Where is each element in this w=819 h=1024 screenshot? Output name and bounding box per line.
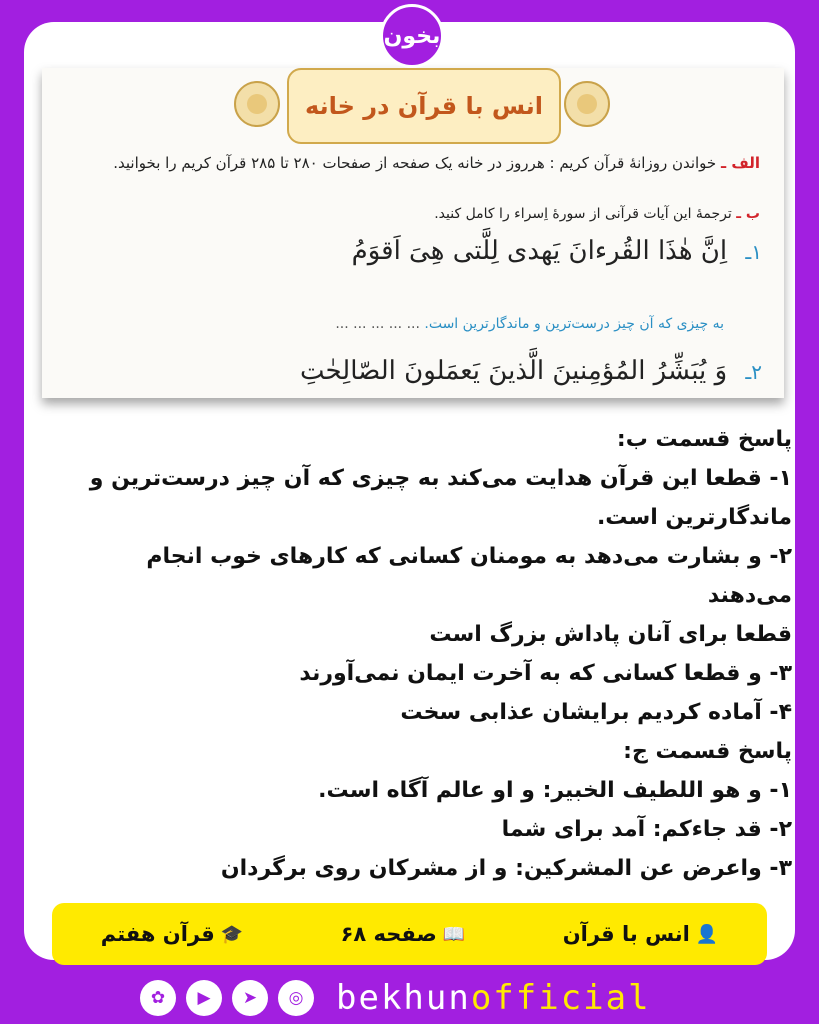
instruction-alef [113, 154, 760, 172]
footer-bar [52, 903, 767, 965]
verse-1-text: اِنَّ هٰذَا القُرءانَ یَهدی لِلَّتی هِیَ اَقوَمُ [351, 236, 728, 266]
verse-2-number: ۲ـ [745, 360, 762, 384]
alef-label: الف ـ [721, 154, 760, 172]
answer-line: ۳- و قطعا کسانی که به آخرت ایمان نمی‌آورند [299, 661, 792, 686]
handle-part-a: bekhun [336, 978, 471, 1018]
alef-text: خواندن روزانهٔ قرآن کریم : هرروز در خانه یک صفحه از صفحات ۲۸۰ تا ۲۸۵ قرآن کریم را بخوانید. [113, 154, 717, 172]
person-icon: 👤 [695, 923, 719, 945]
book-icon: 📖 [442, 923, 466, 945]
answer-line: ماندگارترین است. [596, 505, 792, 530]
social-handle[interactable] [336, 978, 651, 1018]
verse-2 [300, 356, 762, 386]
ornament-left-icon [227, 74, 287, 134]
banner-title: انس با قرآن در خانه [305, 92, 543, 120]
answer-line: پاسخ قسمت ب: [616, 427, 792, 452]
answer-line: می‌دهند [707, 583, 792, 608]
film-icon[interactable]: ✿ [140, 980, 176, 1016]
brand-logo[interactable] [380, 4, 444, 68]
instruction-be [434, 206, 760, 222]
section-banner [287, 68, 561, 144]
youtube-icon[interactable]: ▶ [186, 980, 222, 1016]
answers-list [40, 420, 792, 888]
answer-line: ۱- قطعا این قرآن هدایت می‌کند به چیزی که آن چیز درست‌ترین و [89, 466, 792, 491]
answer-line: ۲- قد جاءکم: آمد برای شما [501, 817, 792, 842]
social-bar [140, 978, 651, 1018]
handle-part-b: official [470, 978, 651, 1018]
ornament-right-icon [557, 74, 617, 134]
be-label: ب ـ [736, 206, 760, 222]
verse-1-translation [335, 316, 724, 332]
verse-1 [352, 236, 762, 266]
logo-text: بخون [383, 23, 441, 49]
answer-line: ۳- واعرض عن المشرکین: و از مشرکان روی برگردان [220, 856, 792, 881]
footer-topic [563, 922, 719, 946]
answer-line: ۲- و بشارت می‌دهد به مومنان کسانی که کارهای خوب انجام [146, 544, 792, 569]
footer-topic-label: انس با قرآن [562, 922, 690, 946]
answer-line: ۱- و هو اللطیف الخبیر: و او عالم آگاه است. [318, 778, 792, 803]
footer-page [341, 922, 466, 946]
verse-1-number: ۱ـ [745, 240, 762, 264]
instagram-icon[interactable]: ◎ [278, 980, 314, 1016]
footer-page-label: صفحه ۶۸ [340, 922, 437, 946]
translation-dots: ... ... ... ... ... [335, 316, 420, 332]
textbook-excerpt [42, 68, 784, 398]
answer-line: پاسخ قسمت ج: [623, 739, 792, 764]
graduation-cap-icon: 🎓 [220, 923, 244, 945]
answer-line: ۴- آماده کردیم برایشان عذابی سخت [400, 700, 792, 725]
footer-grade-label: قرآن هفتم [100, 922, 215, 946]
translation-text: به چیزی که آن چیز درست‌ترین و ماندگارترین است. [424, 316, 724, 332]
answer-line: قطعا برای آنان پاداش بزرگ است [429, 622, 792, 647]
be-text: ترجمهٔ این آیات قرآنی از سورهٔ اِسراء را کامل کنید. [434, 206, 732, 222]
telegram-icon[interactable]: ➤ [232, 980, 268, 1016]
verse-2-text: وَ یُبَشِّرُ المُؤمِنینَ الَّذینَ یَعمَلونَ الصّالِحٰتِ [299, 356, 728, 386]
footer-grade [101, 922, 243, 946]
